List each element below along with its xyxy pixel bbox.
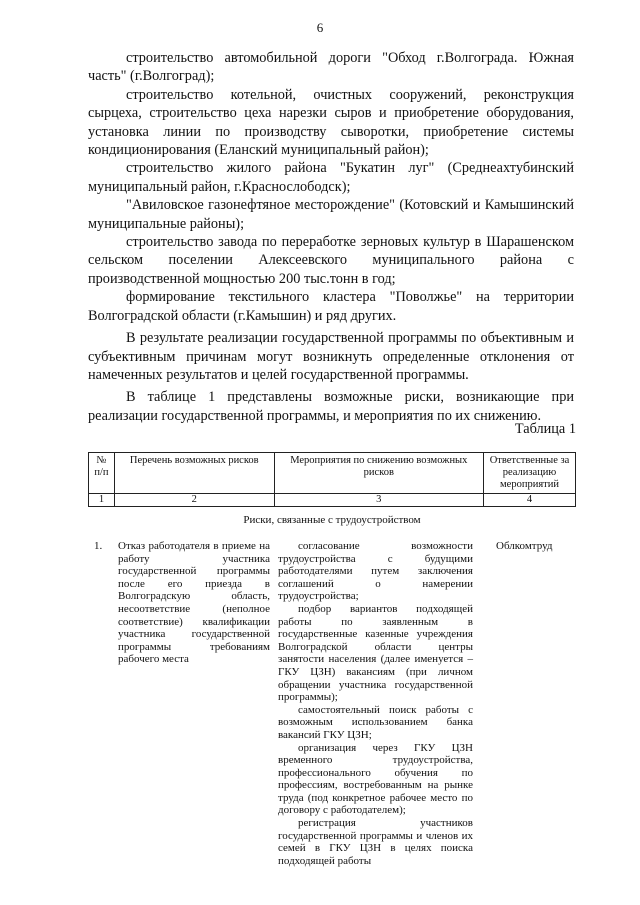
column-number: 3 [274,494,483,507]
paragraph: строительство котельной, очистных сооружений, реконструкция сырцеха, строительство цеха нарезки сыров и приобретение оборудования, установка линии по производству сыворотки, приобретение системы кондиционирования (Еланский муниципальный район); [88,86,574,159]
header-risks: Перечень возможных рисков [114,453,274,494]
header-number: № п/п [89,453,115,494]
risk-description: Отказ работодателя в приеме на работу участника государственной программы после его приезда в Волгоградскую область, несоответствие (неполное соответствие) квалификации участника государственной программы требованиям рабочего места [118,540,270,666]
table-caption: Таблица 1 [514,421,576,437]
column-number: 1 [89,494,115,507]
paragraph: формирование текстильного кластера "Поволжье" на территории Волгоградской области (г.Камышин) и ряд других. [88,289,574,324]
row-number: 1. [94,540,103,552]
paragraph: "Авиловское газонефтяное месторождение" (Котовский и Камышинский муниципальные районы); [88,197,574,232]
paragraph: В таблице 1 представлены возможные риски, возникающие при реализации государственной программы, и мероприятия по их снижению. [88,389,574,424]
paragraph: строительство автомобильной дороги "Обход г.Волгограда. Южная часть" (г.Волгоград); [88,50,574,85]
measure-item: регистрация участников государственной программы и членов их семей в ГКУ ЦЗН в целях поиска подходящей работы [278,817,473,867]
measure-item: согласование возможности трудоустройства с будущими работодателями путем заключения соглашений о намерении трудоустройства; [278,540,473,603]
measure-item: самостоятельный поиск работы с возможным использованием банка вакансий ГКУ ЦЗН; [278,703,473,741]
page-number: 6 [316,20,324,35]
header-responsible: Ответственные за реализацию мероприятий [484,453,576,494]
paragraph: строительство завода по переработке зерновых культур в Шарашенском сельском поселении Алексеевского муниципального района с производственной мощностью 200 тыс.тонн в год; [88,234,574,287]
section-title: Риски, связанные с трудоустройством [243,514,421,526]
paragraph: В результате реализации государственной программы по объективным и субъективным причинам могут возникнуть определенные отклонения от намеченных результатов и целей государственной программы. [88,330,574,383]
column-number: 2 [114,494,274,507]
body-text [88,49,574,425]
responsible-party: Облкомтруд [496,540,553,552]
risk-table-header [88,452,576,507]
header-measures: Мероприятия по снижению возможных рисков [274,453,483,494]
measure-item: подбор вариантов подходящей работы по заявленным в государственные казенные учреждения Волгоградской области центры занятости населения (далее именуется – ГКУ ЦЗН) вакансиям (при личном обращении участника государственной программы); [278,602,473,704]
column-number: 4 [484,494,576,507]
paragraph: строительство жилого района "Букатин луг" (Среднеахтубинский муниципальный район, г.Краснослободск); [88,160,574,195]
risk-measures [278,540,473,867]
measure-item: организация через ГКУ ЦЗН временного трудоустройства, профессионального обучения по профессиям, востребованным на рынке труда (под конкретное рабочее место по договору с работодателем); [278,741,473,817]
